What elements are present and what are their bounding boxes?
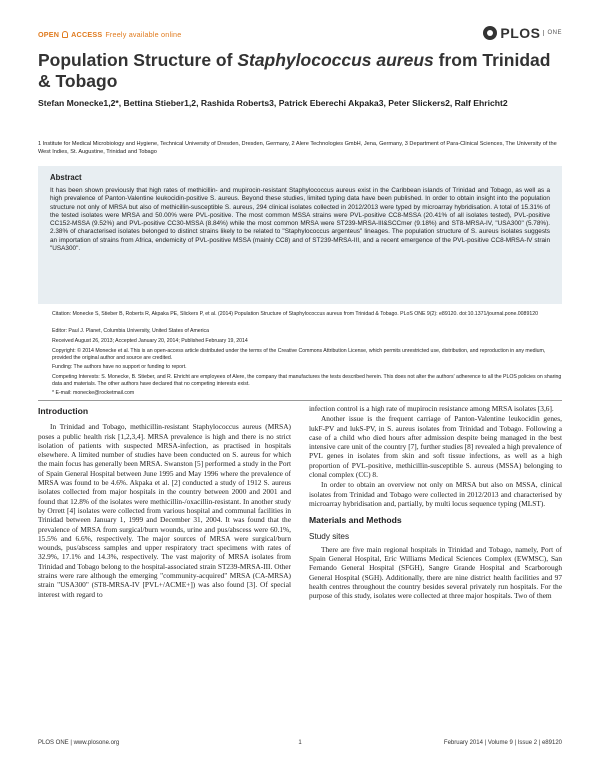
copyright: Copyright: © 2014 Monecke et al. This is an open-access article distributed under the terms of the Creative Commons Attribution License, which permits unrestricted use, distribution, and reproduction in any medium, provided the original author and source are credited. (52, 348, 546, 361)
open-lock-icon (62, 31, 68, 38)
email: * E-mail: monecke@rocketmail.com (52, 390, 135, 396)
open-access-badge: OPEN ACCESS Freely available online (38, 30, 182, 39)
funding: Funding: The authors have no support or funding to report. (52, 364, 187, 370)
abstract-title: Abstract (50, 173, 82, 182)
paragraph: Another issue is the frequent carriage of Panton-Valentine leukocidin genes, lukF-PV and lukS-PV, in S. aureus isolates from Trinidad and Tobago. Following a case of a child who died hours after admission despite being managed in the best intensive care unit of the country [7], further studies [8] revealed a high prevalence of PVL genes in isolates from skin and soft tissue infections, as well as a high proportion of PVL-positive, methicillin-susceptible S. aureus (MSSA) belonging to clonal complex (CC) 8. (309, 414, 562, 480)
footer-journal: PLOS ONE | www.plosone.org (38, 740, 120, 746)
freely-available-text: Freely available online (105, 30, 182, 39)
abstract-text: It has been shown previously that high rates of methicillin- and mupirocin-resistant Staphylococcus aureus exist in the Caribbean islands of Trinidad and Tobago, as well as a high prevalence of Panton-Valentine leukocidin-positive S. aureus. Beyond these studies, limited typing data have been published. In order to obtain insight into the population structure not only of MRSA but also of methicillin-susceptible S. aureus, 294 clinical isolates collected in 2012/2013 were typed by microarray hybridisation. A total of 15.31% of the tested isolates were MRSA and 50.00% were PVL-positive. The most common MSSA strains were PVL-positive CC8-MSSA (20.41% of all isolates tested), PVL-positive CC152-MSSA (9.52%) and PVL-positive CC30-MSSA (8.84%) while the most common MRSA were ST239-MRSA-III&SCCmer (9.18%) and ST8-MRSA-IV, "USA300" (5.78%). 2.38% of characterised isolates belonged to distinct strains likely to be related to "Staphylococcus argenteus" lineages. The population structure of S. aureus isolates suggests an importation of strains from Africa, endemicity of PVL-positive MSSA (mainly CC8) and of ST239-MRSA-III, and a recent emergence of the PVL-positive CC8-MRSA-IV strain "USA300". (50, 187, 550, 253)
editor: Editor: Paul J. Planet, Columbia University, United States of America (52, 328, 210, 334)
plos-one-logo: PLOS ONE (483, 25, 562, 41)
page-footer (38, 740, 562, 752)
paragraph: In order to obtain an overview not only on MRSA but also on MSSA, clinical isolates from Trinidad and Tobago were collected in 2012/2013 and characterised by microarray hybridisation and, partially, by multi locus sequence typing (MLST). (309, 480, 562, 508)
article-title: Population Structure of Staphylococcus aureus from Trinidad & Tobago (38, 50, 551, 91)
left-column (38, 405, 291, 600)
citation: Citation: Monecke S, Stieber B, Roberts R, Akpaka PE, Slickers P, et al. (2014) Population Structure of Staphylococcus aureus from Trinidad & Tobago. PLoS ONE 9(2): e89120. doi:10.1371/journal.pone.0089120 (52, 311, 538, 317)
paragraph: There are five main regional hospitals in Trinidad and Tobago, namely, Port of Spain General Hospital, Eric Williams Medical Sciences Complex (EWMSC), San Fernando General Hospital (SFGH), Sangre Grande Hospital and Scarborough General Hospital (SGH). Additionally, there are nine district health facilities and 97 health centres throughout the country besides several privately run hospitals. For the purpose of this study, isolates were collected at three major hospitals. Two of them (309, 544, 562, 601)
affiliations: 1 Institute for Medical Microbiology and Hygiene, Technical University of Dresden, Dresden, Germany, 2 Alere Technologies GmbH, Jena, Germany, 3 Department of Para-Clinical Sciences, The University of the West Indies, St. Augustine, Trinidad and Tobago (38, 141, 557, 155)
divider (38, 400, 562, 401)
top-bar (38, 25, 562, 44)
author-list: Stefan Monecke1,2*, Bettina Stieber1,2, Rashida Roberts3, Patrick Eberechi Akpaka3, Peter Slickers2, Ralf Ehricht2 (38, 98, 508, 108)
dates: Received August 26, 2013; Accepted January 20, 2014; Published February 19, 2014 (52, 338, 248, 344)
plos-logo-icon (483, 26, 497, 40)
intro-heading: Introduction (38, 406, 89, 416)
study-sites-heading: Study sites (309, 531, 350, 541)
right-column (309, 404, 562, 602)
paragraph: infection control is a high rate of mupirocin resistance among MRSA isolates [3,6]. (309, 404, 554, 413)
competing-interests: Competing Interests: S. Monecke, B. Stieber, and R. Ehricht are employees of Alere, the company that manufactures the tests described herein. This does not alter the authors' adherence to all the PLOS policies on sharing data and materials. The other authors have declared that no competing interests exist. (52, 374, 562, 387)
methods-heading: Materials and Methods (309, 515, 402, 526)
footer-issue: February 2014 | Volume 9 | Issue 2 | e89120 (443, 740, 562, 746)
page-number: 1 (298, 740, 302, 746)
abstract-box (38, 166, 562, 304)
intro-paragraph: In Trinidad and Tobago, methicillin-resistant Staphylococcus aureus (MRSA) poses a public health risk [1,2,3,4]. MRSA prevalence is high and there is no strict isolation of patients with suspected MRSA-infection, as practised in hospitals elsewhere. A limited number of studies have been conducted on S. aureus for which the main focus has generally been MRSA. Swanston [5] performed a study in the Port of Spain General Hospital between June 1995 and May 1996 where the prevalence of MRSA was found to be 4.6%. Akpaka et al. [2] conducted a study of 1912 S. aureus isolates collected from major hospitals in the country between 2000 and 2001 and found that 12.8% of the isolates were methicillin-/oxacillin-resistant. In another study by Orrett [4] isolates were collected from various hospital and communal facilities in Trinidad between January 1, 1999 and December 31, 2004. It was found that the prevalence of MRSA from surgical/burn wounds, urine and pus/abscess were 60.1%, 15.5% and 6.6%, respectively. The major sources of MRSA were surgical/burn wounds, pus/abscess samples and upper respiratory tract specimens with rates of 32.9%, 17.1% and 14.3%, respectively. The vast majority of MRSA isolates from Trinidad and Tobago belong to the hospital-associated strain ST239-MRSA-III. Other strains were rare although the emerging "community-acquired" MRSA (CA-MRSA) strain "USA300" (ST8-MRSA-IV [PVL+/ACME+]) was also found [3]. Of special interest with regard to (38, 422, 291, 599)
